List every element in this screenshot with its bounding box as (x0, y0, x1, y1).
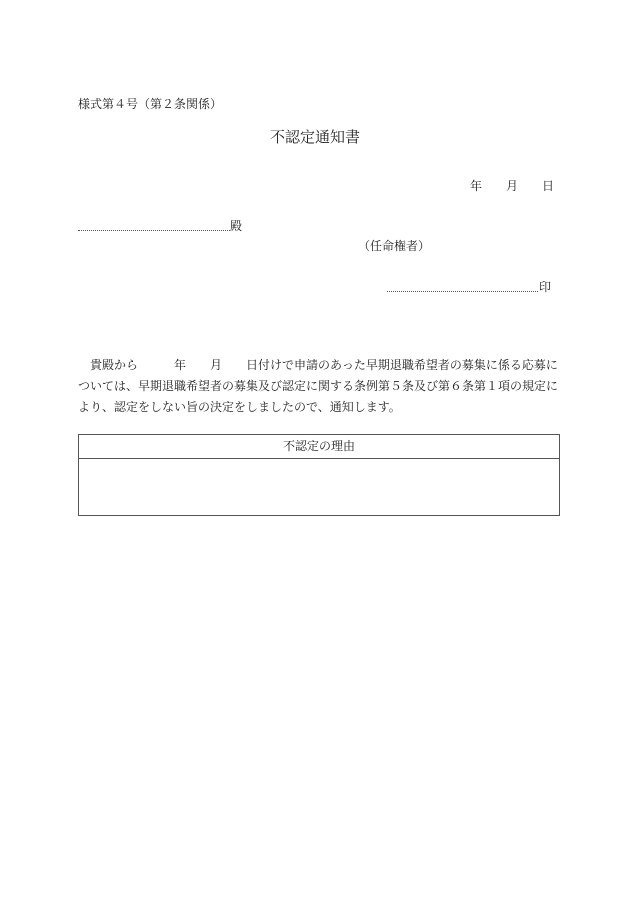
date-day-label: 日 (542, 179, 555, 193)
notice-body-line: より、認定をしない旨の決定をしましたので、通知します。 (78, 400, 401, 414)
date-year-label: 年 (470, 179, 483, 193)
date-month-label: 月 (506, 179, 519, 193)
document-title: 不認定通知書 (269, 128, 360, 146)
appointer-label: （任命権者） (358, 239, 431, 253)
reason-table-body (79, 459, 559, 515)
date-line (470, 177, 554, 194)
appointer-signature-line (387, 291, 538, 292)
seal-mark: 印 (539, 280, 552, 294)
addressee-honorific: 殿 (230, 219, 243, 233)
notice-body-line: 貴殿から 年 月 日付けで申請のあった早期退職希望者の募集に係る応募に (78, 358, 558, 372)
addressee-name-line (78, 230, 230, 231)
reason-table-header: 不認定の理由 (79, 435, 559, 459)
reason-table (78, 434, 560, 516)
form-number: 様式第４号（第２条関係） (78, 97, 223, 111)
notice-body (78, 355, 560, 418)
notice-body-line: ついては、早期退職希望者の募集及び認定に関する条例第５条及び第６条第１項の規定に (78, 379, 559, 393)
